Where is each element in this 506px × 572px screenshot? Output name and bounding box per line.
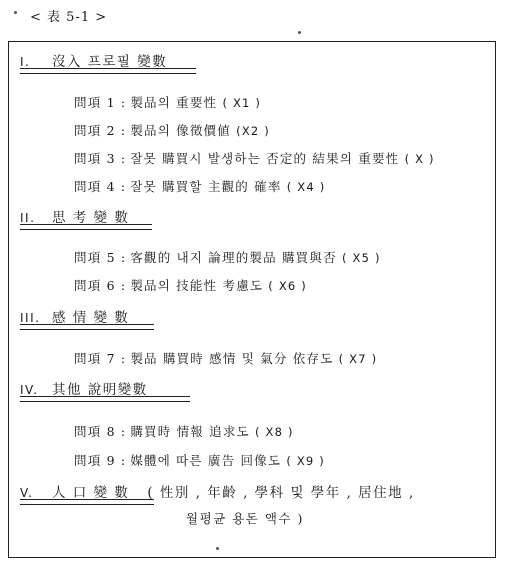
question-row	[74, 121, 270, 139]
question-text: 購買時 情報 追求도	[130, 424, 256, 439]
section-number: II.	[20, 211, 36, 225]
question-row	[74, 93, 261, 111]
section-1-underline	[20, 68, 196, 74]
section-5-heading	[20, 481, 415, 501]
variable-code: ( X9 )	[286, 454, 325, 468]
question-text: 客觀的 내지 論理的製品 購買與否	[130, 250, 342, 265]
section-number: IV.	[20, 383, 39, 397]
section-2-underline	[20, 224, 152, 230]
section-3-underline	[20, 324, 154, 330]
question-row	[74, 248, 381, 266]
scan-speck	[216, 547, 219, 550]
section-title: 人 口 變 數	[52, 485, 130, 501]
section-4-underline	[20, 396, 190, 402]
section-3-heading	[20, 306, 129, 326]
question-text: 잘못 購買할 主觀的 確率	[130, 179, 287, 194]
question-row	[74, 349, 377, 367]
section-title: 感 情 變 數	[52, 310, 130, 326]
section-number: I.	[20, 55, 31, 69]
question-label: 問項 1 :	[74, 95, 127, 110]
question-label: 問項 2 :	[74, 123, 127, 138]
question-row	[74, 451, 325, 469]
section-title: 思 考 變 數	[52, 210, 130, 226]
demographic-list-continued: 월평균 용돈 액수 )	[186, 511, 304, 526]
section-number: V.	[20, 486, 34, 500]
variable-code: ( X7 )	[338, 352, 378, 366]
question-row	[74, 149, 435, 167]
question-text: 製品의 像徵價値	[130, 123, 237, 138]
demographic-list: ( 性別 , 年齡 , 學科 및 學年 , 居住地 ,	[147, 485, 415, 501]
scan-speck	[298, 31, 301, 34]
section-2-heading	[20, 206, 129, 226]
section-1-heading	[20, 50, 167, 70]
section-number: III.	[20, 311, 41, 325]
section-4-heading	[20, 378, 148, 398]
question-label: 問項 8 :	[74, 424, 127, 439]
question-label: 問項 4 :	[74, 179, 127, 194]
section-title: 沒入 프로필 變數	[52, 54, 168, 70]
section-5-underline	[20, 499, 154, 505]
variable-code: ( X1 )	[222, 96, 262, 110]
variable-code: ( X6 )	[268, 279, 307, 293]
variable-code: (X2 )	[236, 124, 270, 138]
question-text: 잘못 購買시 발생하는 否定的 結果의 重要性	[130, 151, 405, 166]
variable-code: ( X )	[404, 152, 435, 166]
question-text: 製品의 技能性 考慮도	[130, 278, 269, 293]
table-caption: < 表 5-1 >	[30, 10, 108, 25]
question-label: 問項 3 :	[74, 151, 127, 166]
question-row	[74, 276, 307, 294]
question-row	[74, 177, 325, 195]
question-label: 問項 9 :	[74, 453, 127, 468]
question-label: 問項 7 :	[74, 351, 127, 366]
variable-code: ( X4 )	[286, 180, 326, 194]
section-title: 其他 說明變數	[52, 382, 148, 398]
variable-code: ( X8 )	[255, 425, 294, 439]
variable-code: ( X5 )	[341, 251, 381, 265]
question-row	[74, 422, 294, 440]
question-text: 製品의 重要性	[130, 95, 223, 110]
question-label: 問項 6 :	[74, 278, 127, 293]
question-label: 問項 5 :	[74, 250, 127, 265]
scan-speck	[14, 11, 17, 14]
question-text: 製品 購買時 感情 및 氣分 依存도	[130, 351, 339, 366]
question-text: 媒體에 따른 廣告 回像도	[130, 453, 287, 468]
